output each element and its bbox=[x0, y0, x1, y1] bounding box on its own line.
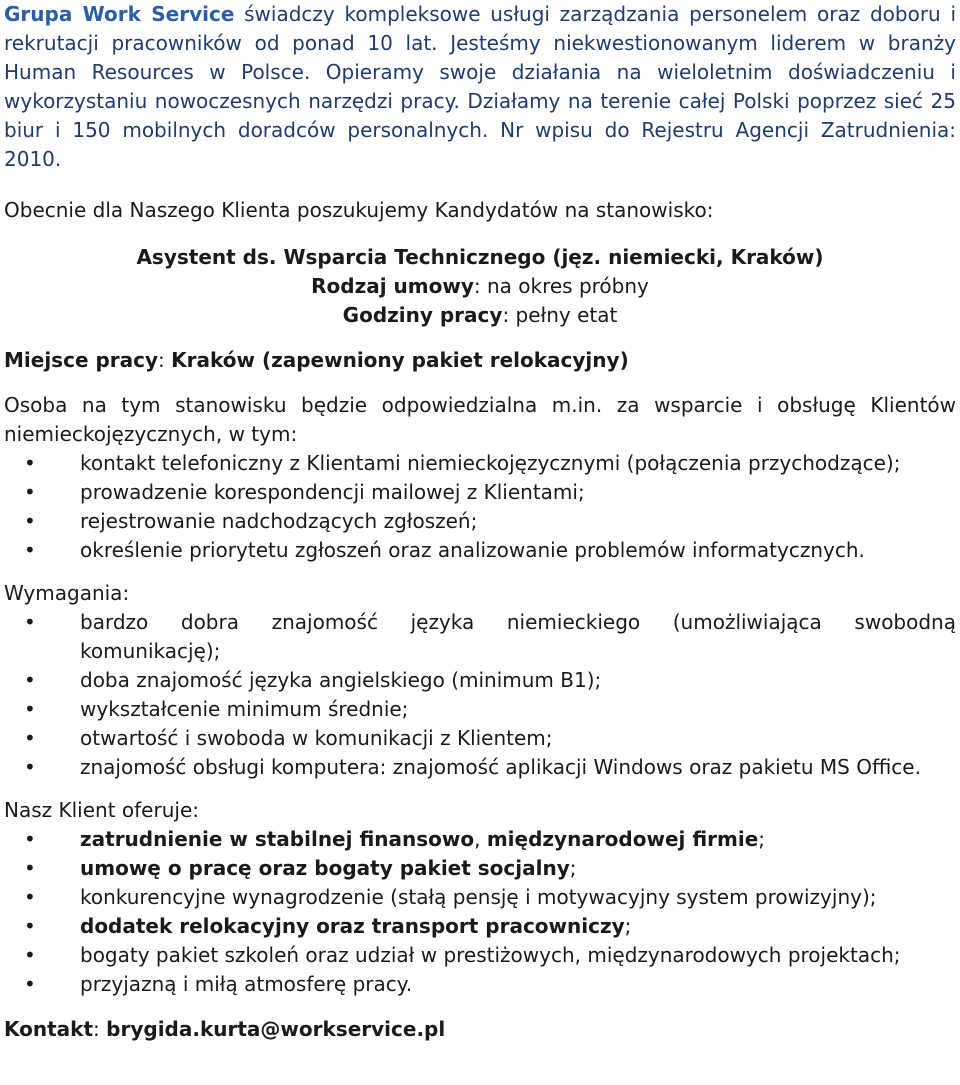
hours-label: Godziny pracy bbox=[342, 303, 503, 327]
lead-text: Obecnie dla Naszego Klienta poszukujemy Kandydatów na stanowisko: bbox=[4, 198, 714, 222]
bullet-icon: • bbox=[24, 610, 36, 634]
contact-line bbox=[4, 1015, 956, 1044]
requirements-heading: Wymagania: bbox=[4, 581, 130, 605]
bullet-icon: • bbox=[24, 726, 36, 750]
contract-type bbox=[4, 272, 956, 301]
list-item: • zatrudnienie w stabilnej finansowo, międzynarodowej firmie; bbox=[4, 825, 956, 854]
list-item: • bogaty pakiet szkoleń oraz udział w prestiżowych, międzynarodowych projektach; bbox=[4, 941, 956, 970]
list-item: • określenie priorytetu zgłoszeń oraz analizowanie problemów informatycznych. bbox=[4, 536, 956, 565]
bullet-icon: • bbox=[24, 538, 36, 562]
bullet-icon: • bbox=[24, 856, 36, 880]
list-item: • przyjazną i miłą atmosferę pracy. bbox=[4, 970, 956, 999]
position-block bbox=[4, 243, 956, 330]
bullet-icon: • bbox=[24, 972, 36, 996]
offer-heading: Nasz Klient oferuje: bbox=[4, 798, 199, 822]
working-hours bbox=[4, 301, 956, 330]
contact-sep: : bbox=[93, 1017, 107, 1041]
company-description: świadczy kompleksowe usługi zarządzania personelem oraz doboru i rekrutacji pracowników od ponad 10 lat. Jesteśmy niekwestionowanym liderem w branży Human Resources w Polsce. Opieramy swoje działania na wieloletnim doświadczeniu i wykorzystaniu nowoczesnych narzędzi pracy. Działamy na terenie całej Polski poprzez sieć 25 biur i 150 mobilnych doradców personalnych. Nr wpisu do Rejestru Agencji Zatrudnienia: 2010. bbox=[4, 2, 956, 171]
list-item: • umowę o pracę oraz bogaty pakiet socjalny; bbox=[4, 854, 956, 883]
bullet-icon: • bbox=[24, 885, 36, 909]
bullet-icon: • bbox=[24, 943, 36, 967]
bullet-icon: • bbox=[24, 668, 36, 692]
location-sep: : bbox=[158, 348, 172, 372]
contract-value: : na okres próbny bbox=[473, 274, 649, 298]
list-item: • rejestrowanie nadchodzących zgłoszeń; bbox=[4, 507, 956, 536]
list-item: • prowadzenie korespondencji mailowej z Klientami; bbox=[4, 478, 956, 507]
position-title: Asystent ds. Wsparcia Technicznego (jęz. niemiecki, Kraków) bbox=[136, 245, 824, 269]
contact-email[interactable]: brygida.kurta@workservice.pl bbox=[106, 1017, 446, 1041]
bullet-icon: • bbox=[24, 697, 36, 721]
bullet-icon: • bbox=[24, 914, 36, 938]
list-item: • konkurencyjne wynagrodzenie (stałą pensję i motywacyjny system prowizyjny); bbox=[4, 883, 956, 912]
offer-list bbox=[4, 825, 956, 999]
list-item: • kontakt telefoniczny z Klientami niemieckojęzycznymi (połączenia przychodzące); bbox=[4, 449, 956, 478]
list-item: • otwartość i swoboda w komunikacji z Klientem; bbox=[4, 724, 956, 753]
list-item: • znajomość obsługi komputera: znajomość aplikacji Windows oraz pakietu MS Office. bbox=[4, 753, 956, 782]
bullet-icon: • bbox=[24, 480, 36, 504]
company-name: Grupa Work Service bbox=[4, 2, 235, 26]
location-value: Kraków (zapewniony pakiet relokacyjny) bbox=[171, 348, 629, 372]
contract-label: Rodzaj umowy bbox=[311, 274, 474, 298]
work-location bbox=[4, 346, 956, 375]
list-item: • dodatek relokacyjny oraz transport pracowniczy; bbox=[4, 912, 956, 941]
bullet-icon: • bbox=[24, 509, 36, 533]
list-item: • bardzo dobra znajomość języka niemieckiego (umożliwiająca swobodną komunikację); bbox=[24, 610, 956, 663]
company-intro bbox=[4, 0, 956, 174]
bullet-icon: • bbox=[24, 755, 36, 779]
requirements-list bbox=[4, 608, 956, 782]
list-item: • doba znajomość języka angielskiego (minimum B1); bbox=[4, 666, 956, 695]
location-label: Miejsce pracy bbox=[4, 348, 159, 372]
contact-label: Kontakt bbox=[4, 1017, 94, 1041]
bullet-icon: • bbox=[24, 827, 36, 851]
job-posting bbox=[4, 0, 956, 1044]
duties-intro: Osoba na tym stanowisku będzie odpowiedzialna m.in. za wsparcie i obsługę Klientów niemieckojęzycznych, w tym: bbox=[4, 393, 956, 446]
hours-value: : pełny etat bbox=[502, 303, 618, 327]
list-item: • wykształcenie minimum średnie; bbox=[4, 695, 956, 724]
duties-list bbox=[4, 449, 956, 565]
bullet-icon: • bbox=[24, 451, 36, 475]
